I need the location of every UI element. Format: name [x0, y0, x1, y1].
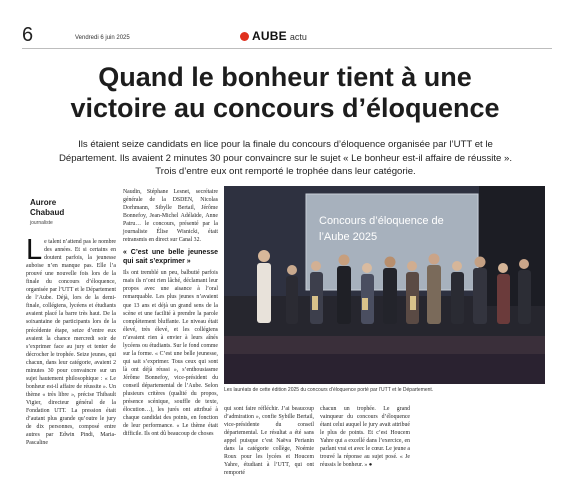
section-subtitle: actu	[289, 32, 307, 42]
headline-line-1: Quand le bonheur tient à une	[98, 62, 472, 92]
column-1-text: e talent n’attend pas le nombre des années. Et si certains en doutent parfois, la jeunesse auboise n’en manque pas. Elle l’a prouvé une nouvelle fois lors de la finale du concours d’éloquence, organisée par l’UTT et le Département de l’Aube. Déjà, lors de la demi-finale, collégiens, lycéens et étudiants avaient placé la barre très haut. De la soixantaine de participants lors de la précédente étape, seize d’entre eux avaient la chance mercredi soir de s’exprimer face au jury et tenter de décrocher le trophée. Seize jeunes, qui chacun, dans leur catégorie, avaient 2 minutes 30 pour convaincre sur un sujet hautement philosophique : « Le bonheur est-il affaire de réussite ». Un thème « très libre », précise Thibault Vigier, directeur général de la Fondation UTT. La pression était d’autant plus grande qu’outre le jury de dix personnes, composé entre autres par Edwin Pindi, Maria-Pascaline	[26, 239, 116, 447]
photo-caption: Les lauréats de cette édition 2025 du concours d’éloquence porté par l’UTT et le Département.	[224, 387, 434, 393]
headline-line-2: victoire au concours d’éloquence	[70, 93, 500, 123]
column-3-text: qui sont faire réfléchir. J’ai beaucoup d’admiration », confie Sybille Bertail, vice-présidente du conseil départemental. Le résultat a été sans appel puisque c’est Naëva Perianin dans la catégorie collège, Noémie Roux pour les lycées et Houcem Yahre, étudiant à l’UTT, qui ont remporté	[224, 406, 314, 477]
page-number: 6	[22, 24, 34, 46]
section-label	[240, 29, 307, 43]
photo-illustration	[224, 186, 545, 384]
article-column-4	[320, 405, 410, 469]
article-column-1	[26, 234, 116, 447]
banner-title-line-2: l’Aube 2025	[319, 231, 378, 243]
section-name: AUBE	[252, 29, 287, 43]
red-dot-icon	[240, 32, 249, 41]
author-role: journaliste	[30, 220, 53, 226]
author-last-name: Chabaud	[30, 208, 65, 217]
intertitle: « C’est une belle jeunesse qui sait s’exprimer »	[123, 249, 218, 266]
column-2-text-a: Naudin, Stéphane Lesnet, secrétaire générale de la DSDEN, Nicolas Dorhmann, Sibylle Bertail, Jérôme Bonnefoy, Jean-Michel Adélaïde, Anne Patru… le concours, présenté par la journaliste Élise Wisnicki, était retransmis en direct sur Canal 32.	[123, 189, 218, 244]
column-4-text: chacun un trophée. Le grand vainqueur du concours d’éloquence étant celui auquel le jury avait attribué le plus de points. Et c’est Houcem Yahre qui a excellé dans l’exercice, en parlant vrai et avec le cœur. Le jeune a trouvé la réponse au sujet posé. « Je réussis le bonheur. » ●	[320, 406, 410, 469]
author-first-name: Aurore	[30, 198, 57, 207]
issue-date: Vendredi 6 juin 2025	[75, 35, 130, 41]
standfirst: Ils étaient seize candidats en lice pour la finale du concours d’éloquence organisée par l’UTT et le Département. Ils avaient 2 minutes 30 pour convaincre sur le sujet « Le bonheur est-il affaire de réussite ». Trois d’entre eux ont remporté le trophée dans leur catégorie.	[58, 139, 513, 178]
headline	[45, 62, 525, 124]
byline	[30, 198, 120, 226]
laureates-photo	[224, 186, 545, 384]
article-column-2	[123, 188, 218, 438]
page-header	[0, 0, 570, 52]
banner-title-line-1: Concours d’éloquence de	[319, 215, 444, 227]
header-divider	[22, 48, 552, 49]
drop-cap: L	[26, 234, 43, 266]
column-2-text-b: Ils ont tremblé un peu, balbutié parfois mais ils n’ont rien lâché, déclamant leur propos avec une aisance à l’oral remarquable. Les plus jeunes n’avaient que 13 ans et déjà un grand sens de la scène et une facilité à prendre la parole complètement bluffante. Le niveau était élevé, très élevé, et les collégiens n’avaient rien à envier à leurs aînés lycéens ou étudiants. Sur le fond comme sur la forme. « C’est une belle jeunesse, qui sait s’exprimer. Tous ceux qui sont là ont déjà réussi », s’enthousiasme Jérôme Bonnefoy, vice-président du conseil départemental de l’Aube. Selon plusieurs critères (qualité du propos, présence scénique, souffle de texte, élocution…), les jurés ont attribué à chaque candidat des points, en fonction de leur performance. « Le thème était difficile. Ils ont dû beaucoup de choses	[123, 270, 218, 438]
article-column-3	[224, 405, 314, 477]
